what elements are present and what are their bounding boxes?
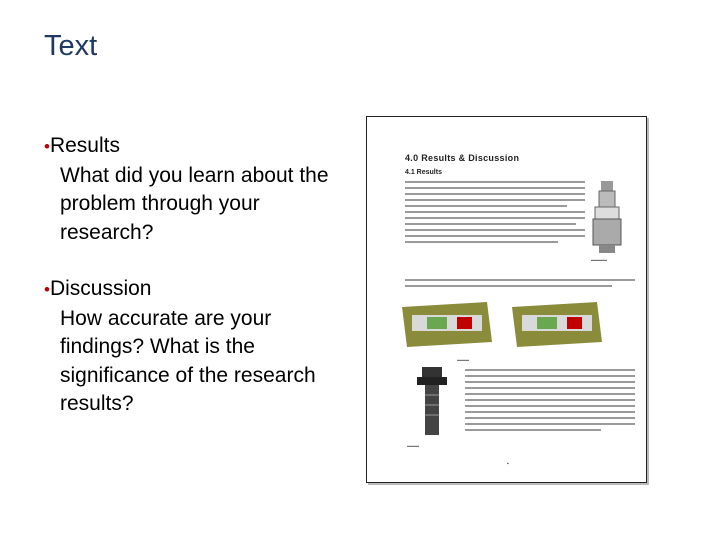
bullet-discussion <box>44 275 344 419</box>
doc-paragraph-1 <box>405 181 585 247</box>
bullet-results-head: Results <box>49 134 120 157</box>
doc-paragraph-3 <box>465 369 635 435</box>
bullet-results-text: What did you learn about the problem through your research? <box>60 163 329 244</box>
bullet-discussion-text: How accurate are your findings? What is the significance of the research results? <box>60 306 316 415</box>
bullet-discussion-head: Discussion <box>49 277 152 300</box>
doc-paragraph-2 <box>405 279 635 291</box>
doc-heading: 4.0 Results & Discussion <box>405 153 520 163</box>
bullet-icon: • <box>44 137 50 156</box>
bullet-icon: • <box>44 280 50 299</box>
dark-nozzle-image <box>407 365 457 440</box>
page-number: ▪ <box>507 461 509 467</box>
nozzle-image <box>589 179 625 259</box>
caption-figure-10: ▬▬▬ <box>407 443 419 448</box>
document-thumbnail <box>366 116 647 483</box>
doc-subheading: 4.1 Results <box>405 169 442 176</box>
slide-title: Text <box>44 30 98 62</box>
caption-figure-8: ▬▬▬▬ <box>591 257 607 262</box>
bullet-results <box>44 132 344 247</box>
bullet-list <box>44 132 344 419</box>
caption-figure-9: ▬▬▬ <box>457 357 469 362</box>
cutaway-image-right <box>507 297 607 352</box>
cutaway-image-left <box>397 297 497 352</box>
